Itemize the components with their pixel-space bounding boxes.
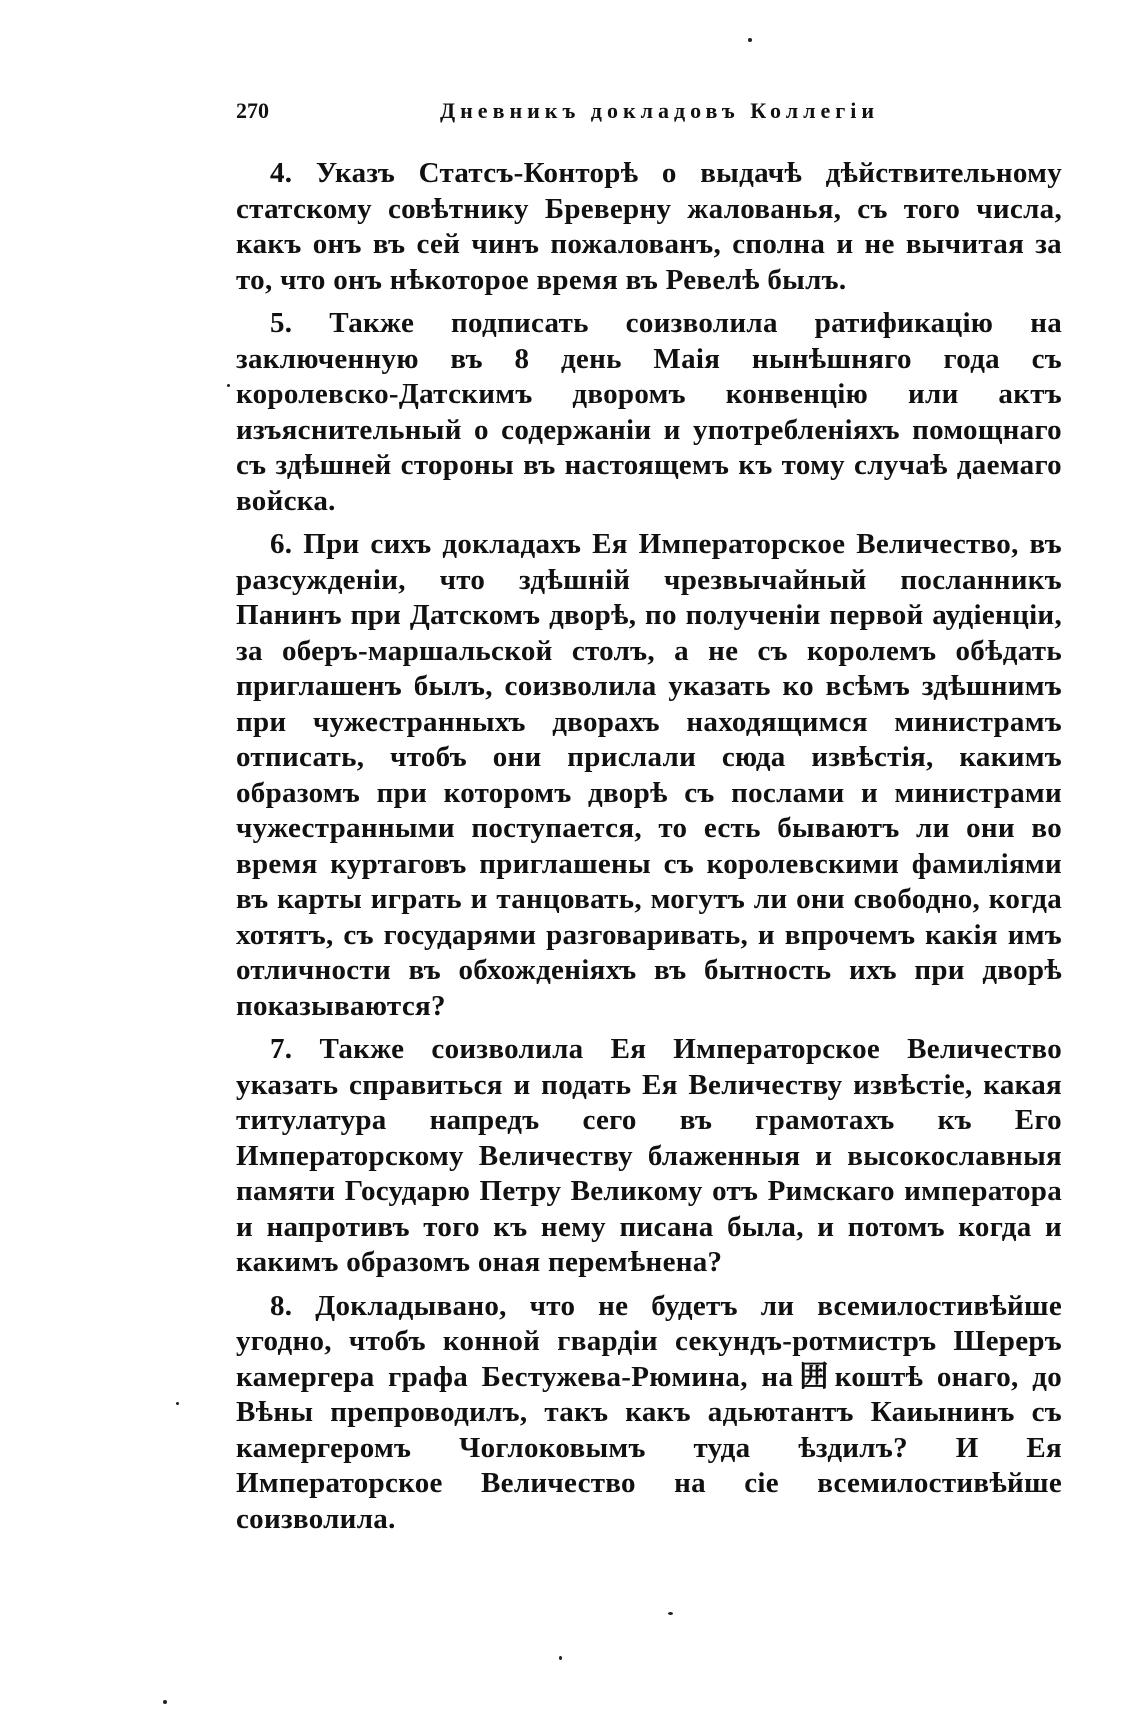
paragraph-7: 7. Также соизволила Ея Императорское Величество указать справиться и подать Ея Величеству извѣстіе, какая титулатура напредъ сего въ грамотахъ къ Его Императорскому Величеству блаженныя и высокославныя памяти Государю Петру Великому отъ Римскаго императора и напротивъ того къ нему писана была, и потомъ когда и какимъ образомъ оная перемѣнена? bbox=[236, 1033, 1062, 1278]
page-number: 270 bbox=[236, 98, 269, 123]
ink-speck bbox=[163, 1700, 167, 1704]
body-text bbox=[236, 156, 1062, 1545]
ink-speck bbox=[176, 1402, 179, 1405]
ink-speck bbox=[748, 38, 752, 42]
paragraph-5: 5. Также подписать соизволила ратификацію на заключенную въ 8 день Маія нынѣшняго года съ королевско-Датскимъ дворомъ конвенцію или актъ изъяснительный о содержаніи и употребленіяхъ помощнаго съ здѣшней стороны въ настоящемъ къ тому случаѣ даемаго войска. bbox=[236, 307, 1062, 517]
running-head bbox=[236, 98, 1066, 132]
ink-speck bbox=[668, 1612, 673, 1615]
paragraph-6: 6. При сихъ докладахъ Ея Императорское Величество, въ разсужденіи, что здѣшній чрезвычайный посланникъ Панинъ при Датскомъ дворѣ, по полученіи первой аудіенціи, за оберъ-маршальской столъ, а не съ королемъ обѣдать приглашенъ былъ, соизволила указать ко всѣмъ здѣшнимъ при чужестранныхъ дворахъ находящимся министрамъ отписать, чтобъ они прислали сюда извѣстія, какимъ образомъ при которомъ дворѣ съ послами и министрами чужестранными поступается, то есть бываютъ ли они во время куртаговъ приглашены съ королевскими фамиліями въ карты играть и танцовать, могутъ ли они свободно, когда хотятъ, съ государями разговаривать, и впрочемъ какія имъ отличности въ обхожденіяхъ въ бытность ихъ при дворѣ показываются? bbox=[236, 528, 1062, 1022]
paragraph-8: 8. Докладывано, что не будетъ ли всемилостивѣйше угодно, чтобъ конной гвардіи секундъ-ротмистръ Шереръ камергера графа Бестужева-Рюмина, на囲коштѣ онаго, до Вѣны препроводилъ, такъ какъ адьютантъ Каиынинъ съ камергеромъ Чоглоковымъ туда ѣздилъ? И Ея Императорское Величество на сіе всемилостивѣйше соизволила. bbox=[236, 1289, 1062, 1535]
ink-speck bbox=[227, 384, 230, 387]
running-title: Дневникъ докладовъ Коллегіи bbox=[440, 98, 879, 123]
paragraph-4: 4. Указъ Статсъ-Конторѣ о выдачѣ дѣйствительному статскому совѣтнику Бреверну жалованья, съ того числа, какъ онъ въ сей чинъ пожалованъ, сполна и не вычитая за то, что онъ нѣкоторое время въ Ревелѣ былъ. bbox=[236, 157, 1062, 296]
ink-speck bbox=[559, 1656, 562, 1660]
